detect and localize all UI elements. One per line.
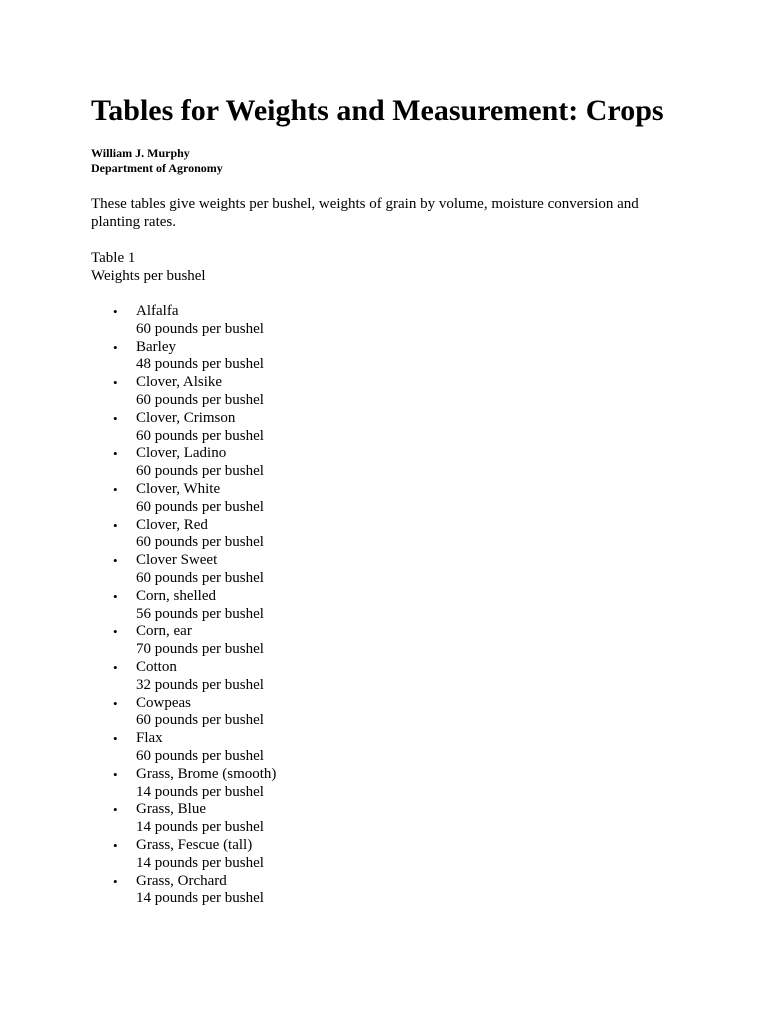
table-label: Table 1	[91, 250, 136, 266]
bullet-icon: •	[113, 624, 118, 640]
crop-name: Flax	[136, 730, 163, 747]
intro-paragraph: These tables give weights per bushel, weights of grain by volume, moisture conversion and planting rates.	[91, 196, 639, 230]
crop-name: Barley	[136, 338, 176, 355]
bullet-icon: •	[113, 339, 118, 355]
list-item	[91, 481, 276, 517]
crop-name: Grass, Blue	[136, 801, 206, 818]
crop-weight: 14 pounds per bushel	[136, 819, 264, 836]
bullet-icon: •	[113, 375, 118, 391]
crop-weight: 14 pounds per bushel	[136, 854, 264, 871]
list-item	[91, 730, 276, 766]
weights-list	[91, 303, 276, 908]
list-item	[91, 445, 276, 481]
crop-weight: 60 pounds per bushel	[136, 498, 264, 515]
crop-weight: 60 pounds per bushel	[136, 534, 264, 551]
page-title: Tables for Weights and Measurement: Crops	[91, 94, 664, 127]
list-item	[91, 410, 276, 446]
crop-name: Clover, Ladino	[136, 445, 227, 462]
bullet-icon: •	[113, 731, 118, 747]
list-item	[91, 801, 276, 837]
crop-name: Alfalfa	[136, 303, 179, 319]
list-item	[91, 695, 276, 731]
list-item	[91, 517, 276, 553]
list-item	[91, 374, 276, 410]
bullet-icon: •	[113, 446, 118, 462]
table-title: Weights per bushel	[91, 268, 206, 284]
bullet-icon: •	[113, 553, 118, 569]
crop-name: Cowpeas	[136, 694, 191, 711]
bullet-icon: •	[113, 837, 118, 853]
crop-weight: 60 pounds per bushel	[136, 712, 264, 729]
list-item	[91, 623, 276, 659]
bullet-icon: •	[113, 802, 118, 818]
crop-weight: 60 pounds per bushel	[136, 320, 264, 337]
bullet-icon: •	[113, 588, 118, 604]
crop-name: Clover, Alsike	[136, 374, 223, 391]
list-item	[91, 552, 276, 588]
crop-name: Clover, Red	[136, 516, 208, 533]
crop-weight: 60 pounds per bushel	[136, 747, 264, 764]
crop-name: Grass, Orchard	[136, 872, 227, 889]
crop-weight: 60 pounds per bushel	[136, 569, 264, 586]
crop-name: Corn, shelled	[136, 587, 216, 604]
bullet-icon: •	[113, 481, 118, 497]
author-name: William J. Murphy	[91, 146, 190, 160]
list-item	[91, 873, 276, 909]
crop-name: Clover, White	[136, 480, 221, 497]
byline	[91, 146, 223, 176]
crop-weight: 60 pounds per bushel	[136, 391, 264, 408]
crop-weight: 14 pounds per bushel	[136, 783, 264, 800]
crop-name: Grass, Brome (smooth)	[136, 765, 277, 782]
bullet-icon: •	[113, 659, 118, 675]
list-item	[91, 766, 276, 802]
crop-weight: 60 pounds per bushel	[136, 463, 264, 480]
crop-weight: 56 pounds per bushel	[136, 605, 264, 622]
crop-weight: 60 pounds per bushel	[136, 427, 264, 444]
crop-weight: 14 pounds per bushel	[136, 890, 264, 907]
list-item	[91, 339, 276, 375]
crop-weight: 32 pounds per bushel	[136, 676, 264, 693]
list-item	[91, 659, 276, 695]
table-heading	[91, 249, 206, 285]
crop-name: Clover, Crimson	[136, 409, 236, 426]
author-department: Department of Agronomy	[91, 161, 223, 175]
bullet-icon: •	[113, 410, 118, 426]
bullet-icon: •	[113, 873, 118, 889]
bullet-icon: •	[113, 695, 118, 711]
crop-name: Corn, ear	[136, 623, 192, 640]
bullet-icon: •	[113, 766, 118, 782]
crop-name: Grass, Fescue (tall)	[136, 836, 253, 853]
list-item	[91, 837, 276, 873]
crop-weight: 70 pounds per bushel	[136, 641, 264, 658]
list-item	[91, 588, 276, 624]
crop-name: Cotton	[136, 658, 177, 675]
crop-name: Clover Sweet	[136, 552, 218, 569]
bullet-icon: •	[113, 517, 118, 533]
list-item	[91, 303, 276, 339]
bullet-icon: •	[113, 304, 118, 319]
crop-weight: 48 pounds per bushel	[136, 356, 264, 373]
